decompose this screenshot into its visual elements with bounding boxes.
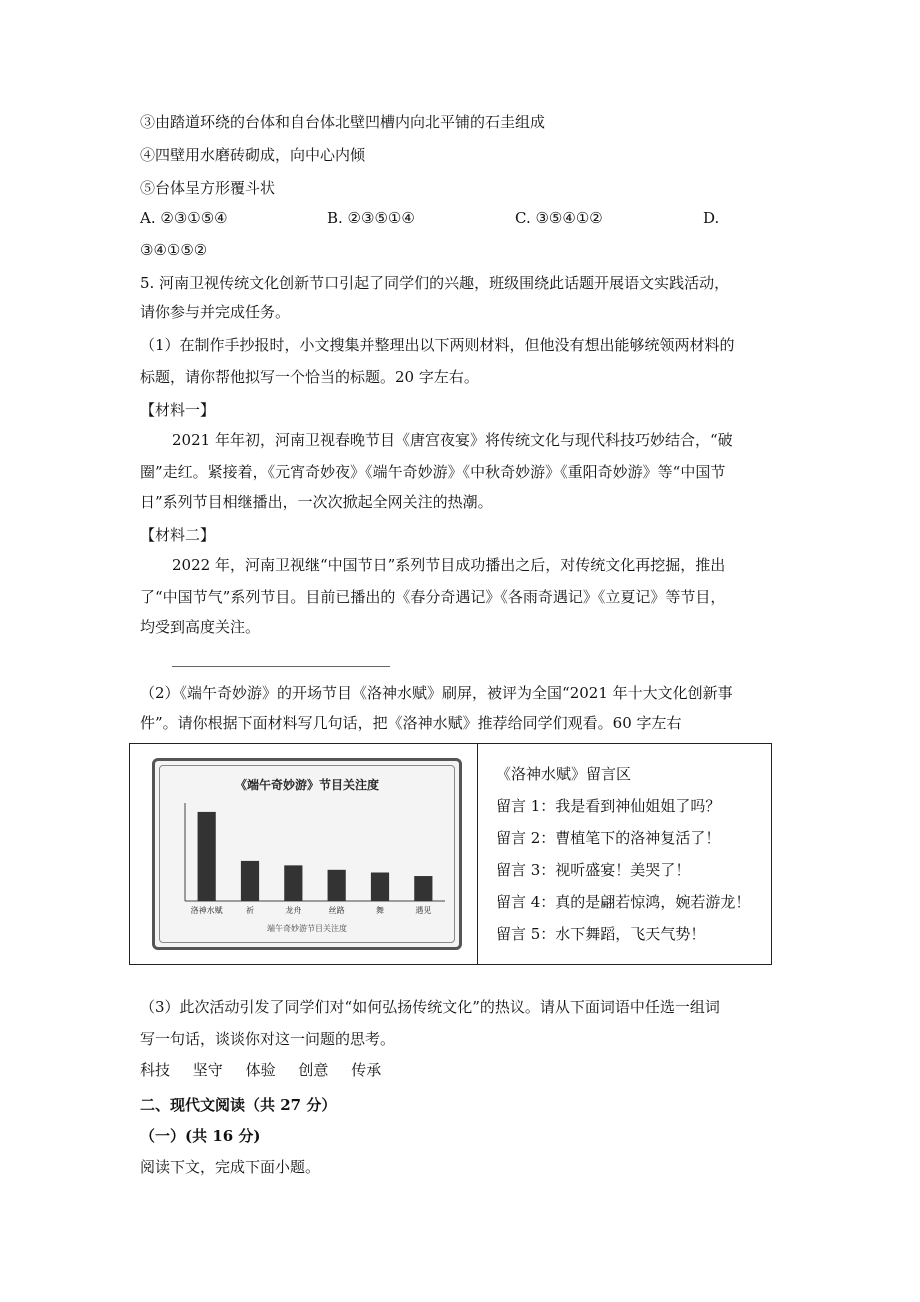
option-b[interactable]: B. ②③⑤①④ bbox=[327, 209, 415, 227]
table-divider bbox=[477, 744, 478, 964]
x-tick-label-4: 丝路 bbox=[328, 906, 345, 915]
x-tick-label-5: 舞 bbox=[376, 906, 384, 915]
comment-5: 留言 5：水下舞蹈，飞天气势！ bbox=[496, 925, 706, 943]
question-5-2-line-2: 件”。请你根据下面材料写几句话，把《洛神水赋》推荐给同学们观看。60 字左右 bbox=[140, 714, 682, 732]
bar-2 bbox=[241, 861, 259, 901]
comment-area-title: 《洛神水赋》留言区 bbox=[496, 765, 632, 783]
chart-footer: 端午奇妙游节目关注度 bbox=[267, 924, 347, 933]
material-1-title: 【材料一】 bbox=[140, 401, 216, 419]
bar-3 bbox=[284, 865, 302, 901]
word-1: 科技 bbox=[140, 1061, 171, 1079]
bar-4 bbox=[328, 870, 346, 901]
option-a[interactable]: A. ②③①⑤④ bbox=[140, 209, 228, 227]
question-5-2-line-1: （2）《端午奇妙游》的开场节目《洛神水赋》刷屏，被评为全国“2021 年十大文化创新事 bbox=[140, 684, 733, 702]
item-3: ③由踏道环绕的台体和自台体北壁凹槽内向北平铺的石圭组成 bbox=[140, 113, 546, 131]
answer-blank-line[interactable] bbox=[172, 666, 390, 667]
word-2: 坚守 bbox=[192, 1061, 223, 1079]
question-5-line-1: 5. 河南卫视传统文化创新节口引起了同学们的兴趣，班级围绕此话题开展语文实践活动， bbox=[140, 274, 730, 292]
material-table bbox=[129, 743, 772, 965]
question-5-1-line-2: 标题，请你帮他拟写一个恰当的标题。20 字左右。 bbox=[140, 368, 479, 386]
comment-1: 留言 1：我是看到神仙姐姐了吗？ bbox=[496, 797, 721, 815]
material-1-line-3: 日”系列节目相继播出，一次次掀起全网关注的热潮。 bbox=[140, 493, 493, 511]
comment-3: 留言 3：视听盛宴！美哭了！ bbox=[496, 861, 691, 879]
comment-2: 留言 2：曹植笔下的洛神复活了！ bbox=[496, 829, 721, 847]
item-4: ④四壁用水磨砖砌成，向中心内倾 bbox=[140, 146, 366, 164]
word-3: 体验 bbox=[245, 1061, 276, 1079]
bar-1 bbox=[198, 812, 216, 901]
material-1-line-1: 2021 年年初，河南卫视春晚节目《唐宫夜宴》将传统文化与现代科技巧妙结合，“破 bbox=[172, 431, 733, 449]
x-tick-label-1: 洛神水赋 bbox=[190, 906, 223, 915]
chart-frame bbox=[152, 758, 462, 950]
material-1-line-2: 圈”走红。紧接着，《元宵奇妙夜》《端午奇妙游》《中秋奇妙游》《重阳奇妙游》等“中国节 bbox=[140, 463, 726, 481]
option-c[interactable]: C. ③⑤④①② bbox=[515, 209, 603, 227]
question-5-1-line-1: （1）在制作手抄报时，小文搜集并整理出以下两则材料，但他没有想出能够统领两材料的 bbox=[140, 336, 735, 354]
material-2-line-3: 均受到高度关注。 bbox=[140, 618, 261, 636]
x-tick-label-2: 祈 bbox=[246, 906, 254, 915]
material-2-line-1: 2022 年，河南卫视继“中国节日”系列节目成功播出之后，对传统文化再挖掘，推出 bbox=[172, 556, 726, 574]
question-5-3-line-1: （3）此次活动引发了同学们对“如何弘扬传统文化”的热议。请从下面词语中任选一组词 bbox=[140, 998, 720, 1016]
option-d[interactable]: D. bbox=[703, 209, 720, 227]
subsection-1-heading: （一）(共 16 分) bbox=[140, 1127, 261, 1145]
material-2-title: 【材料二】 bbox=[140, 526, 216, 544]
chart-title: 《端午奇妙游》节目关注度 bbox=[234, 778, 380, 792]
reading-instruction: 阅读下文，完成下面小题。 bbox=[140, 1158, 321, 1176]
word-4: 创意 bbox=[298, 1061, 329, 1079]
word-list bbox=[140, 1060, 399, 1080]
x-tick-label-6: 遇见 bbox=[415, 906, 432, 915]
section-2-heading: 二、现代文阅读（共 27 分） bbox=[140, 1096, 337, 1114]
material-2-line-2: 了“中国节气”系列节目。目前已播出的《春分奇遇记》《各雨奇遇记》《立夏记》等节目， bbox=[140, 588, 726, 606]
x-tick-label-3: 龙舟 bbox=[285, 906, 302, 915]
question-5-line-2: 请你参与并完成任务。 bbox=[140, 303, 291, 321]
bar-6 bbox=[414, 876, 432, 901]
question-5-3-line-2: 写一句话，谈谈你对这一问题的思考。 bbox=[140, 1030, 396, 1048]
word-5: 传承 bbox=[351, 1061, 382, 1079]
option-d-content: ③④①⑤② bbox=[140, 241, 208, 259]
attention-bar-chart bbox=[155, 761, 459, 947]
comment-4: 留言 4：真的是翩若惊鸿，婉若游龙！ bbox=[496, 893, 751, 911]
bar-5 bbox=[371, 872, 389, 901]
item-5: ⑤台体呈方形覆斗状 bbox=[140, 179, 276, 197]
